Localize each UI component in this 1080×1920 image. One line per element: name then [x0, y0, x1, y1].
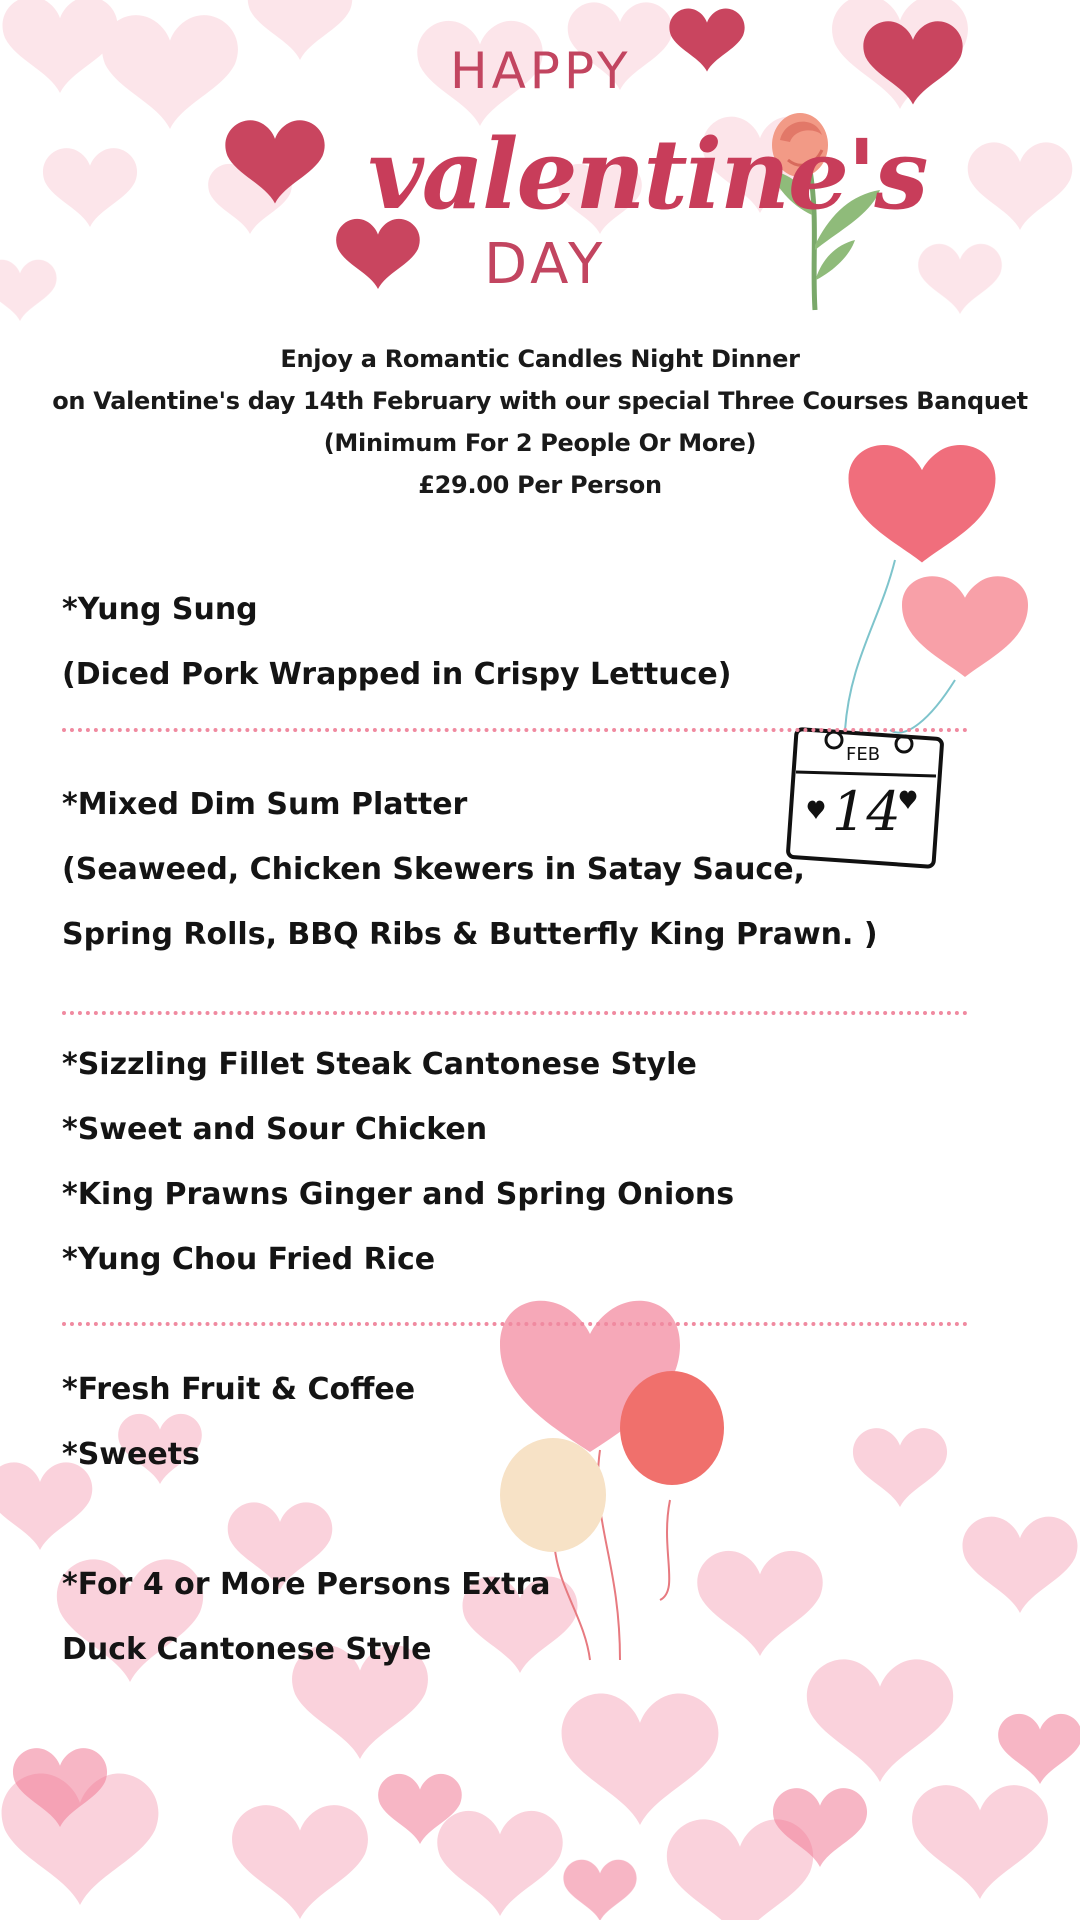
menu-line: *Sweets [62, 1437, 200, 1472]
intro-line: on Valentine's day 14th February with our special Three Courses Banquet [52, 387, 1028, 415]
calendar-icon [786, 724, 946, 872]
title-valentines: valentine's [368, 118, 927, 231]
menu-line: *King Prawns Ginger and Spring Onions [62, 1177, 735, 1212]
menu-line: *Yung Chou Fried Rice [62, 1242, 436, 1277]
menu-line: *Sizzling Fillet Steak Cantonese Style [62, 1047, 697, 1082]
divider [62, 1322, 968, 1326]
menu-line: *Mixed Dim Sum Platter [62, 787, 468, 822]
title-happy: HAPPY [450, 42, 632, 100]
menu-line: (Diced Pork Wrapped in Crispy Lettuce) [62, 657, 732, 692]
intro-line: (Minimum For 2 People Or More) [323, 429, 757, 457]
intro-block [0, 338, 1080, 506]
menu-line: Spring Rolls, BBQ Ribs & Butterfly King Prawn. ) [62, 917, 878, 952]
price-line: £29.00 Per Person [418, 471, 662, 499]
title-day: DAY [484, 232, 607, 297]
menu-line: *Fresh Fruit & Coffee [62, 1372, 416, 1407]
menu-line: *For 4 or More Persons Extra [62, 1567, 551, 1602]
menu-line: (Seaweed, Chicken Skewers in Satay Sauce, [62, 852, 805, 887]
calendar-day: 14 [832, 780, 901, 843]
menu-line: Duck Cantonese Style [62, 1632, 432, 1667]
divider [62, 728, 968, 732]
calendar-month: FEB [846, 744, 881, 765]
menu-line: *Yung Sung [62, 592, 258, 627]
intro-line: Enjoy a Romantic Candles Night Dinner [280, 345, 800, 373]
divider [62, 1011, 968, 1015]
menu-line: *Sweet and Sour Chicken [62, 1112, 488, 1147]
